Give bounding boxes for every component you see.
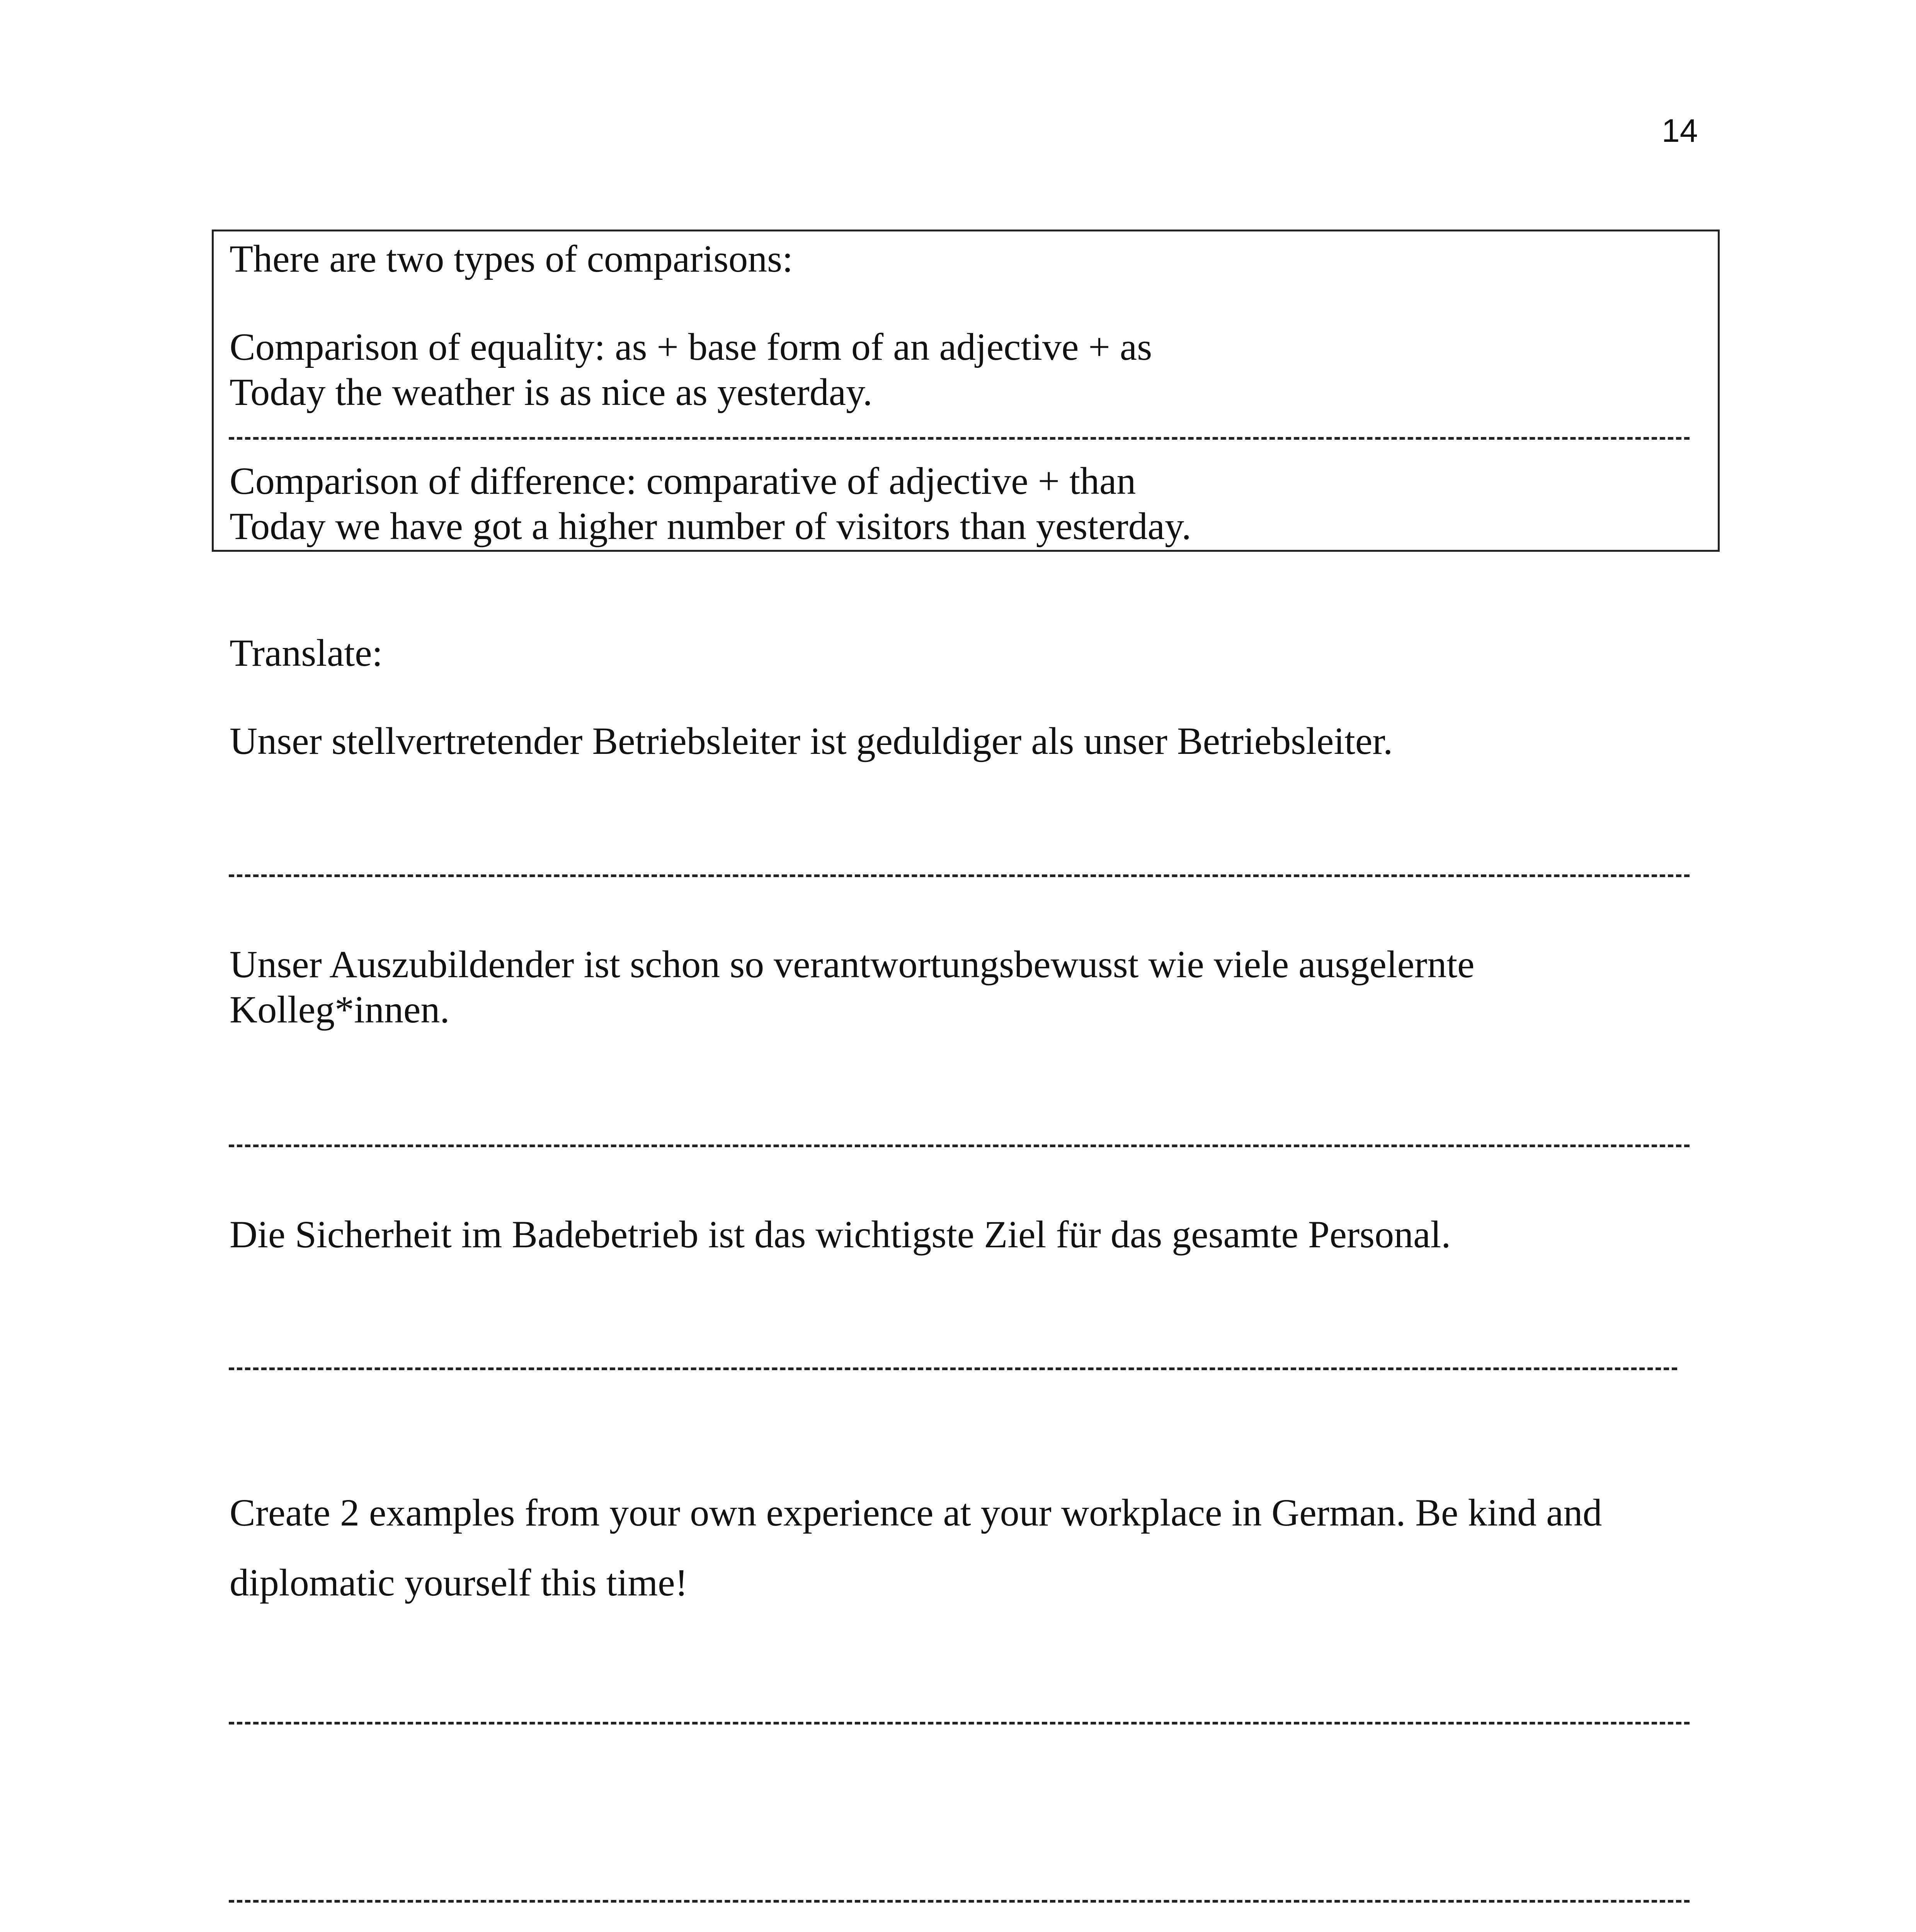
translate-sentence-3: Die Sicherheit im Badebetrieb ist das wichtigste Ziel für das gesamte Personal. [230,1213,1451,1256]
answer-line-4 [229,1722,1690,1725]
translate-sentence-1: Unser stellvertretender Betriebsleiter ist geduldiger als unser Betriebsleiter. [230,719,1393,762]
box-intro: There are two types of comparisons: [230,237,793,280]
answer-line-3 [229,1367,1677,1370]
answer-line-5 [229,1900,1690,1903]
difference-rule: Comparison of difference: comparative of adjective + than [230,459,1136,502]
page-number: 14 [1662,112,1698,149]
translate-sentence-2-line-1: Unser Auszubildender ist schon so verantwortungsbewusst wie viele ausgelernte [230,943,1475,986]
answer-line-1 [229,874,1690,877]
translate-sentence-2-line-2: Kolleg*innen. [230,988,450,1031]
create-instruction-line-1: Create 2 examples from your own experience at your workplace in German. Be kind and [230,1491,1602,1534]
translate-heading: Translate: [230,631,383,674]
create-instruction-line-2: diplomatic yourself this time! [230,1561,688,1604]
answer-line-2 [229,1145,1690,1147]
difference-example: Today we have got a higher number of visitors than yesterday. [230,505,1191,548]
box-divider [229,437,1690,440]
equality-example: Today the weather is as nice as yesterday. [230,371,873,413]
equality-rule: Comparison of equality: as + base form of an adjective + as [230,325,1152,368]
